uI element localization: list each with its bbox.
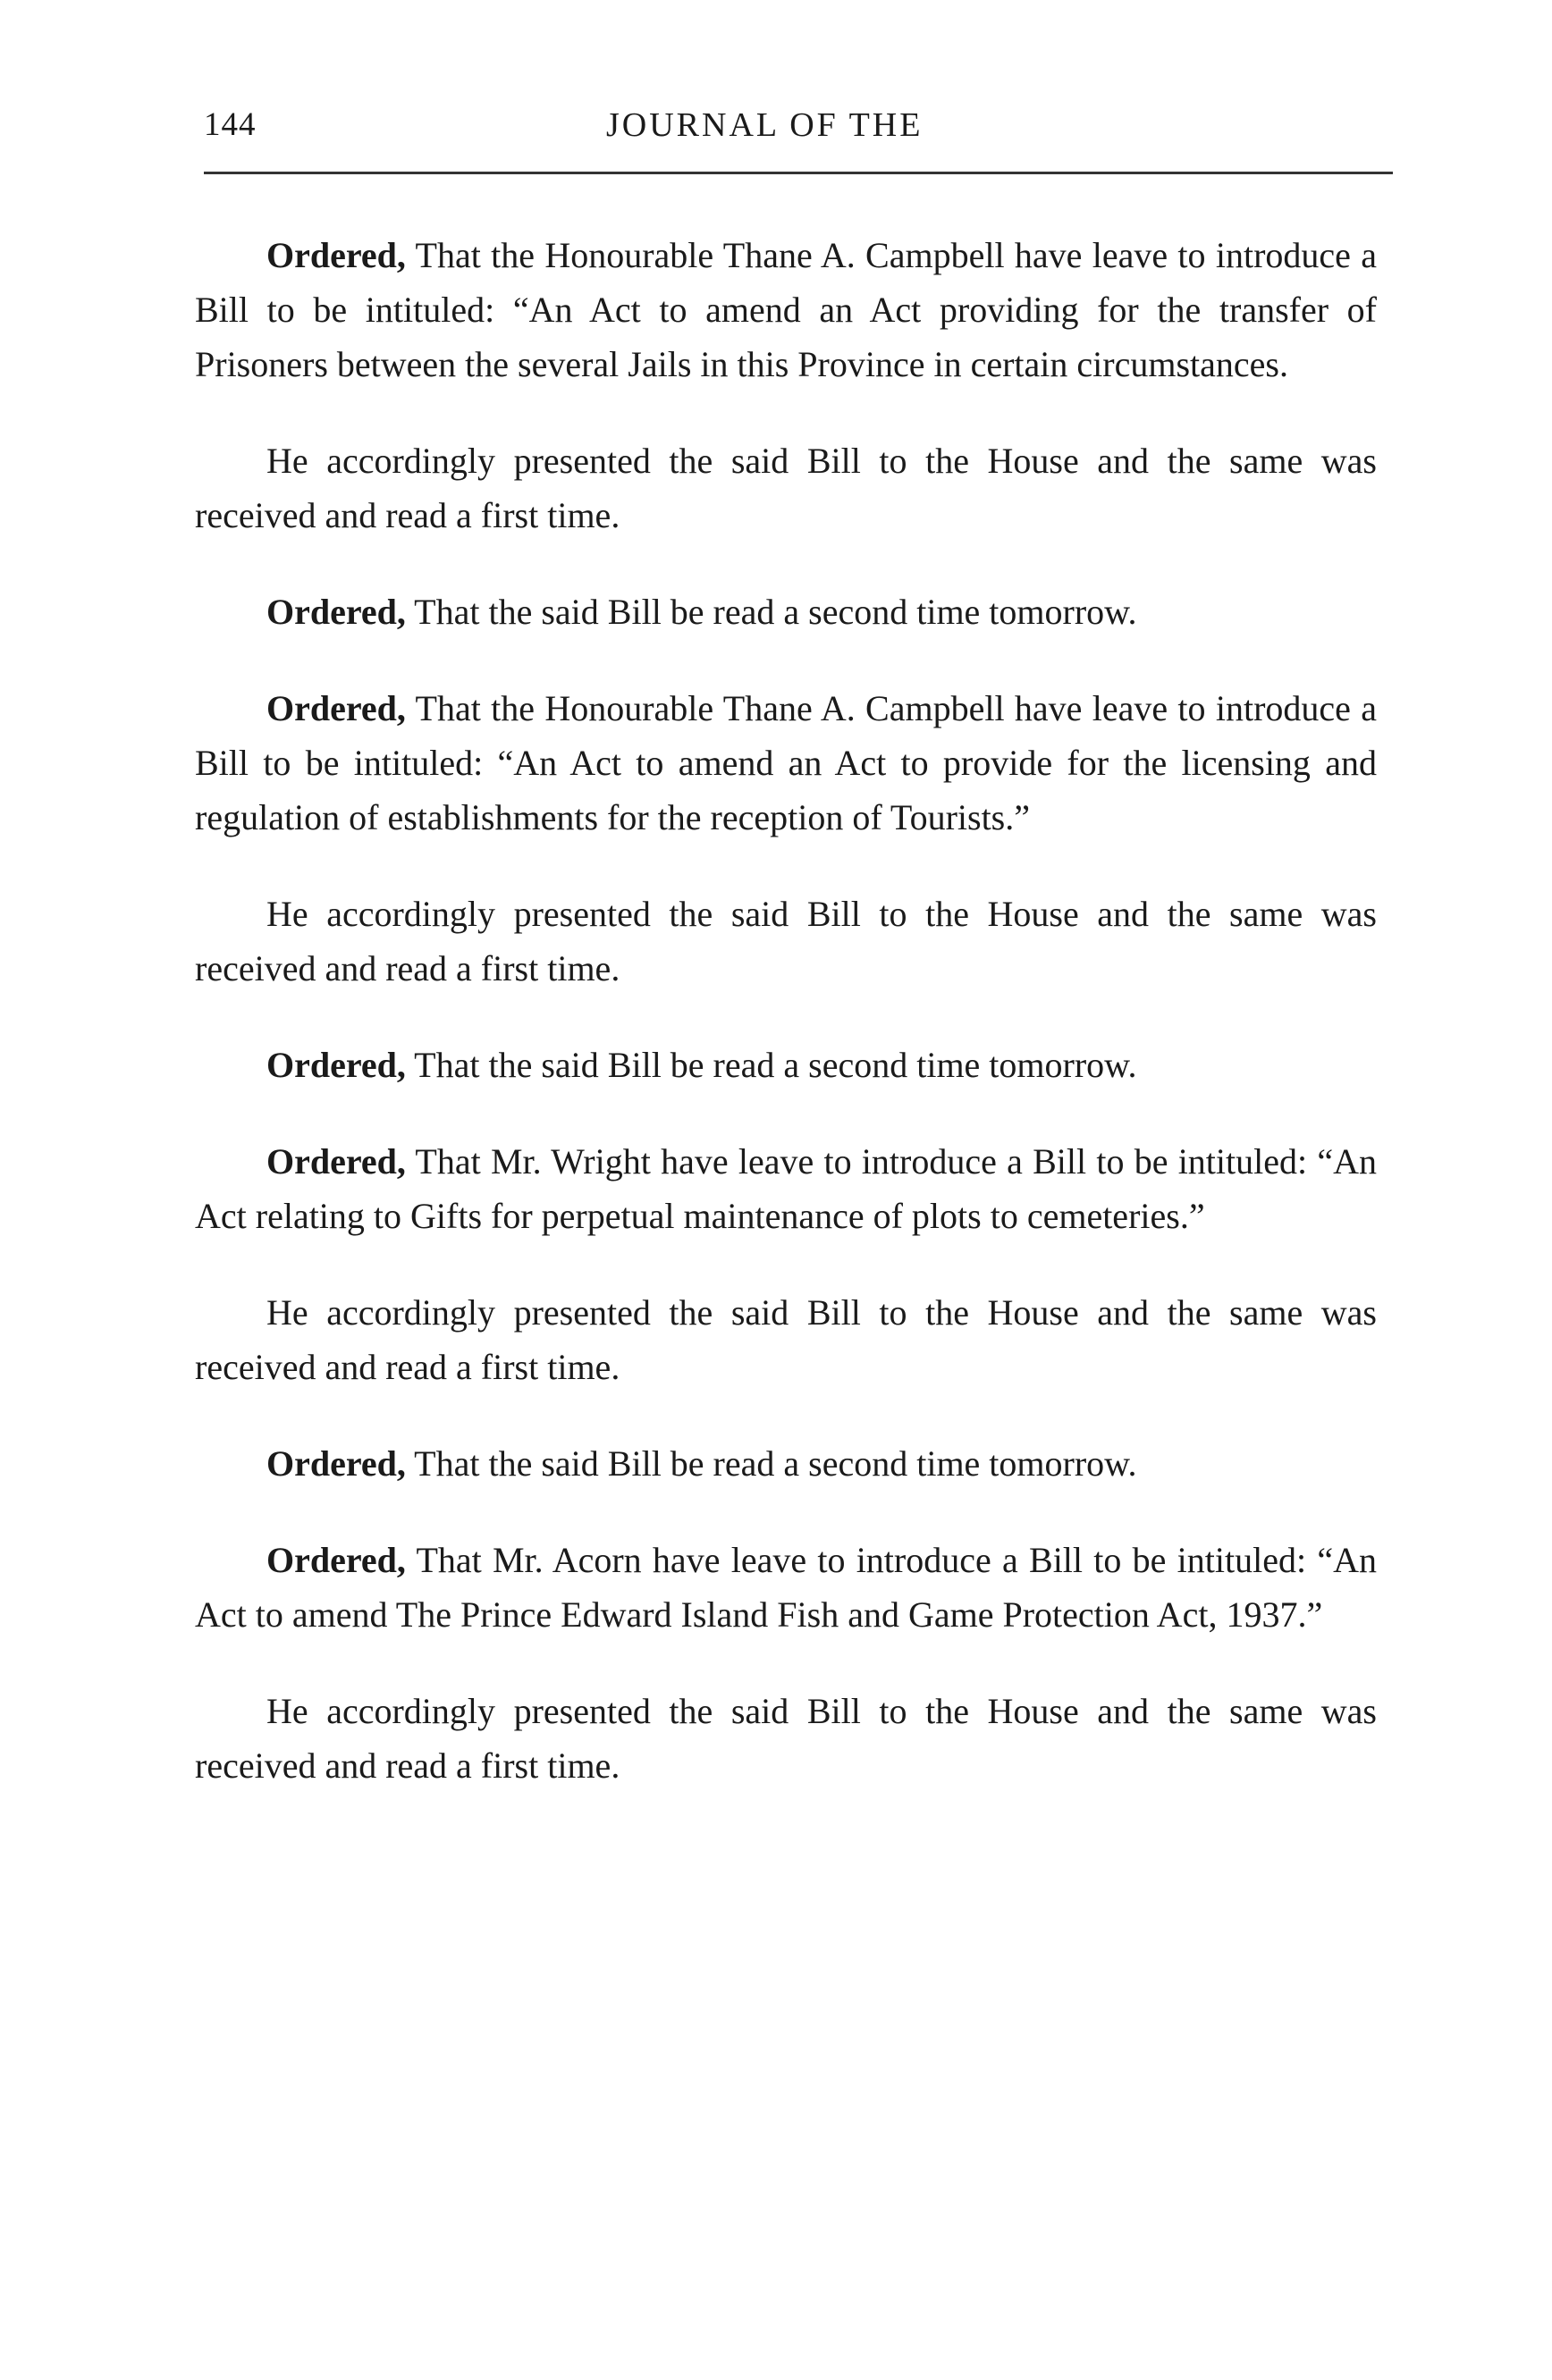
paragraph-text: He accordingly presented the said Bill to the House and the same was received and read a first time. [195, 1292, 1377, 1387]
ordered-label: Ordered, [266, 1141, 406, 1182]
ordered-label: Ordered, [266, 1443, 406, 1484]
paragraph-text: That the said Bill be read a second time tomorrow. [405, 1443, 1137, 1484]
order-paragraph [195, 1134, 1377, 1243]
presentation-paragraph [195, 1285, 1377, 1394]
presentation-paragraph [195, 433, 1377, 542]
paragraph-text: He accordingly presented the said Bill to the House and the same was received and read a first time. [195, 1691, 1377, 1786]
order-paragraph [195, 1533, 1377, 1642]
ordered-label: Ordered, [266, 688, 406, 728]
running-head [204, 100, 1393, 163]
journal-body [195, 228, 1377, 1835]
order-paragraph [195, 681, 1377, 845]
presentation-paragraph [195, 887, 1377, 996]
paragraph-text: That the said Bill be read a second time tomorrow. [405, 1045, 1137, 1085]
order-paragraph [195, 1038, 1377, 1092]
paragraph-text: That Mr. Acorn have leave to introduce a Bill to be intituled: “An Act to amend The Prince Edward Island Fish and Game Protection Act, 1937.” [195, 1540, 1377, 1635]
ordered-label: Ordered, [266, 592, 406, 632]
ordered-label: Ordered, [266, 235, 406, 275]
paragraph-text: That the Honourable Thane A. Campbell have leave to introduce a Bill to be intituled: “An Act to amend an Act to provide for the licensing and regulation of establishments for the reception of Tourists.” [195, 688, 1377, 837]
paragraph-text: He accordingly presented the said Bill to the House and the same was received and read a first time. [195, 894, 1377, 988]
paragraph-text: He accordingly presented the said Bill to the House and the same was received and read a first time. [195, 441, 1377, 535]
paragraph-text: That Mr. Wright have leave to introduce a Bill to be intituled: “An Act relating to Gifts for perpetual maintenance of plots to cemeteries.” [195, 1141, 1377, 1236]
presentation-paragraph [195, 1684, 1377, 1793]
order-paragraph [195, 228, 1377, 391]
ordered-label: Ordered, [266, 1045, 406, 1085]
header-rule [204, 172, 1393, 174]
paragraph-text: That the Honourable Thane A. Campbell have leave to introduce a Bill to be intituled: “An Act to amend an Act providing for the transfer of Prisoners between the several Jails in this Province in certain circumstances. [195, 235, 1377, 384]
order-paragraph [195, 584, 1377, 639]
running-title: JOURNAL OF THE [606, 106, 924, 144]
paragraph-text: That the said Bill be read a second time tomorrow. [405, 592, 1137, 632]
order-paragraph [195, 1436, 1377, 1491]
page-number: 144 [204, 106, 257, 143]
ordered-label: Ordered, [266, 1540, 406, 1580]
